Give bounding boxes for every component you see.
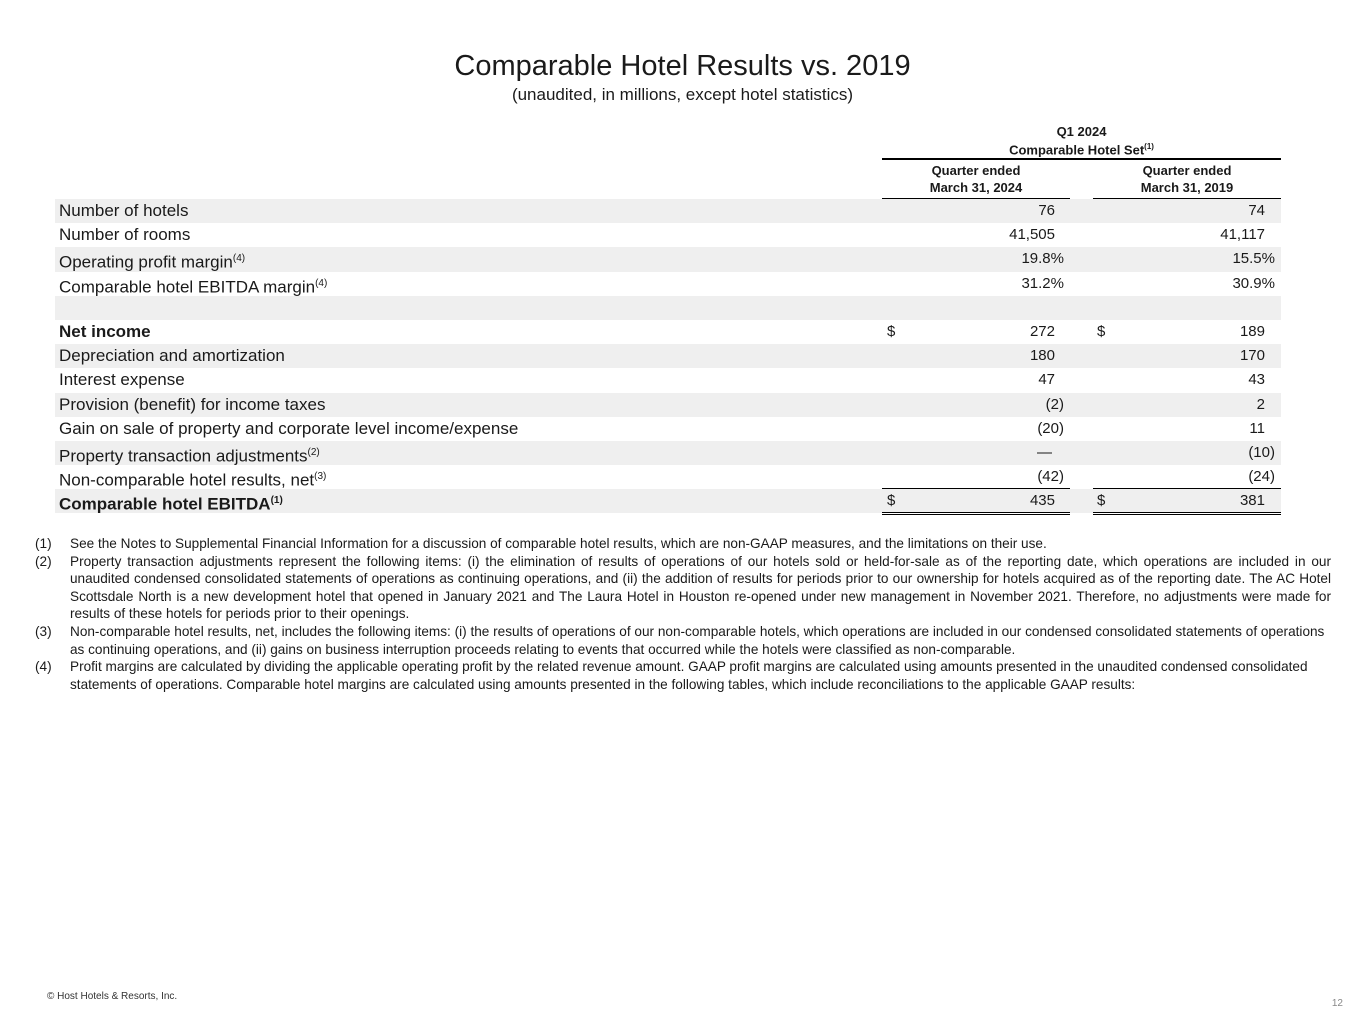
table-row-property-transaction	[55, 441, 1281, 465]
value-2024: 47	[1038, 371, 1055, 389]
footnote-ref: (2)	[307, 446, 320, 458]
footnote-item	[35, 535, 1331, 553]
currency-symbol: $	[1097, 322, 1106, 340]
row-label: Property transaction adjustments$^{(2)}$	[59, 446, 320, 466]
table-row-number-of-hotels	[55, 199, 1281, 223]
value-2019: 30.9%	[1232, 274, 1275, 292]
row-label: Number of hotels	[59, 201, 189, 220]
footnote-number: (1)	[35, 536, 52, 551]
column-header-2019: Quarter ended March 31, 2019	[1140, 163, 1234, 195]
value-2024: —	[1037, 443, 1052, 461]
table-row-number-of-rooms	[55, 223, 1281, 247]
value-2024: 435	[1029, 492, 1055, 510]
table-row-operating-profit-margin	[55, 247, 1281, 271]
value-2019: 170	[1239, 347, 1265, 365]
page-subtitle: (unaudited, in millions, except hotel statistics)	[511, 85, 854, 104]
footnote-number: (2)	[35, 553, 52, 569]
value-2024: 272	[1029, 322, 1055, 340]
value-2024: (2)	[1045, 395, 1064, 413]
value-2019: (10)	[1248, 443, 1275, 461]
value-2019: 189	[1239, 322, 1265, 340]
footnote-text: Profit margins are calculated by dividing the applicable operating profit by the related revenue amount. GAAP profit margins are calculated using amounts presented in the unaudited condensed consolidated statements of operations. Comparable hotel margins are calculated using amounts presented in the following tables, which include reconciliations to the applicable GAAP results:	[70, 659, 1308, 692]
table-row-net-income	[55, 320, 1281, 344]
value-2024: 31.2%	[1021, 274, 1064, 292]
column-group-rule	[882, 158, 1281, 160]
footnote-item	[35, 658, 1331, 693]
value-2019: 41,117	[1220, 226, 1265, 244]
results-table	[55, 199, 1281, 513]
row-label: Net income	[59, 321, 151, 341]
column-header-2024: Quarter ended March 31, 2024	[929, 163, 1023, 195]
footnote-ref: (4)	[232, 253, 246, 265]
footnote-item	[35, 623, 1331, 658]
footnote-text: Non-comparable hotel results, net, includes the following items: (i) the results of operations of our non-comparable hotels, which operations are included in our condensed consolidated statements of operations as continuing operations, and (ii) gains on business interruption proceeds relating to events that occurred while the hotels were classified as non-comparable.	[70, 623, 1325, 657]
currency-symbol: $	[887, 492, 896, 510]
table-row-gain-on-sale	[55, 417, 1281, 441]
row-label: Interest expense	[59, 370, 185, 390]
footnote-ref: (1)	[270, 495, 283, 507]
value-2024: (20)	[1037, 419, 1064, 437]
footnote-ref: (3)	[314, 471, 327, 483]
currency-symbol: $	[1097, 492, 1106, 510]
value-2019: 381	[1239, 492, 1265, 510]
value-2024: 76	[1038, 202, 1055, 219]
footnote-text: Property transaction adjustments represent the following items: (i) the elimination of results of operations of our hotels sold or held-for-sale as of the reporting date, which operations are included in our unaudited condensed consolidated statements of operations as continuing operations, and (ii) the addition of results for periods prior to our ownership for hotels acquired as of the reporting date. The AC Hotel Scottsdale North is a new development hotel that opened in January 2021 and The Laura Hotel in Houston re-opened under new management in November 2021. Therefore, no adjustments were made for results of these hotels for periods prior to their openings.	[70, 553, 1331, 622]
currency-symbol: $	[887, 322, 896, 340]
table-row-spacer	[55, 296, 1281, 320]
value-2019: 11	[1249, 419, 1265, 437]
copyright-notice: © Host Hotels & Resorts, Inc.	[47, 991, 178, 1002]
value-2019: 15.5%	[1232, 250, 1275, 268]
value-2024: 180	[1029, 347, 1055, 365]
footnote-number: (4)	[35, 659, 52, 675]
table-row-comparable-ebitda	[55, 489, 1281, 513]
table-row-interest-expense	[55, 368, 1281, 392]
row-label: Depreciation and amortization	[59, 346, 285, 366]
value-2024: (42)	[1037, 468, 1064, 486]
page-title: Comparable Hotel Results vs. 2019	[454, 50, 911, 82]
value-2019: 74	[1248, 202, 1265, 219]
row-label: Comparable hotel EBITDA margin$^{(4)}$	[59, 277, 328, 297]
value-2024: 41,505	[1009, 226, 1055, 244]
table-row-comparable-ebitda-margin	[55, 272, 1281, 296]
page-number: 12	[1331, 998, 1343, 1009]
row-label: Number of rooms	[59, 225, 191, 245]
table-row-income-taxes	[55, 393, 1281, 417]
column-group-header	[882, 124, 1281, 157]
footnote-item	[35, 553, 1331, 623]
column-group-set: Comparable Hotel Set$^{(1)}$	[1009, 142, 1154, 158]
table-row-depreciation	[55, 344, 1281, 368]
row-label: Provision (benefit) for income taxes	[59, 394, 326, 414]
value-2019: (24)	[1248, 468, 1275, 486]
column-group-period: Q1 2024	[1056, 124, 1107, 139]
table-row-non-comparable	[55, 465, 1281, 489]
footnotes	[35, 535, 1331, 693]
row-label: Operating profit margin$^{(4)}$	[59, 253, 246, 273]
footnote-ref: (4)	[315, 277, 328, 289]
footnote-ref: (1)	[1144, 142, 1154, 151]
value-2019: 2	[1256, 395, 1265, 413]
value-2019: 43	[1248, 371, 1265, 389]
row-label: Non-comparable hotel results, net$^{(3)}$	[59, 470, 327, 490]
footnote-text: See the Notes to Supplemental Financial Information for a discussion of comparable hotel results, which are non-GAAP measures, and the limitations on their use.	[70, 536, 1047, 551]
row-label: Gain on sale of property and corporate level income/expense	[59, 418, 519, 438]
footnote-number: (3)	[35, 623, 52, 639]
row-label: Comparable hotel EBITDA$^{(1)}$	[59, 494, 283, 514]
value-2024: 19.8%	[1021, 250, 1064, 268]
